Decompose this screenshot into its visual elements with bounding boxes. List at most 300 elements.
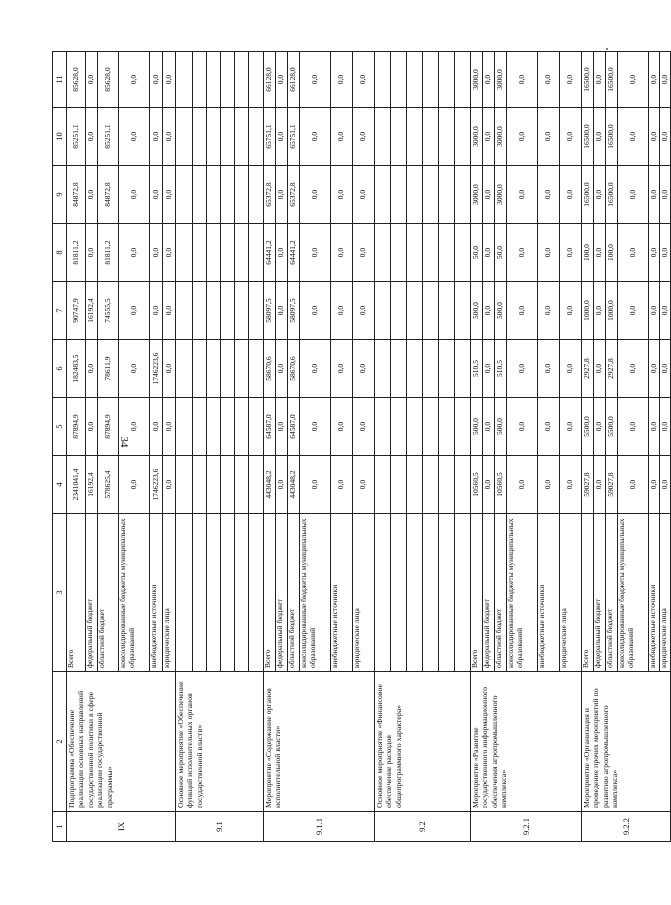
amount-cell: 16500,0 bbox=[606, 52, 618, 108]
amount-cell: 0,0 bbox=[594, 224, 606, 282]
col-number: 11 bbox=[53, 52, 67, 108]
amount-cell: 0,0 bbox=[660, 340, 671, 398]
block-code: IX bbox=[67, 812, 176, 842]
block-code: 9.1.1 bbox=[264, 812, 375, 842]
col-number: 8 bbox=[53, 224, 67, 282]
amount-cell bbox=[193, 166, 207, 224]
amount-cell: 3000,0 bbox=[495, 52, 507, 108]
amount-cell bbox=[375, 52, 391, 108]
amount-cell: 578625,4 bbox=[98, 456, 119, 514]
table-row bbox=[67, 52, 86, 842]
amount-cell: 100,0 bbox=[606, 224, 618, 282]
amount-cell: 0,0 bbox=[649, 224, 660, 282]
funding-source: юридические лица bbox=[660, 514, 671, 672]
funding-source bbox=[249, 514, 264, 672]
amount-cell: 16500,0 bbox=[582, 166, 594, 224]
amount-cell: 65372,8 bbox=[264, 166, 276, 224]
amount-cell bbox=[439, 166, 455, 224]
funding-source: федеральный бюджет bbox=[483, 514, 495, 672]
amount-cell: 0,0 bbox=[163, 340, 176, 398]
amount-cell: 0,0 bbox=[560, 108, 582, 166]
funding-source: областной бюджет bbox=[495, 514, 507, 672]
amount-cell: 66128,0 bbox=[288, 52, 300, 108]
amount-cell bbox=[439, 398, 455, 456]
amount-cell: 0,0 bbox=[507, 166, 538, 224]
amount-cell: 0,0 bbox=[276, 282, 288, 340]
funding-source: Всего bbox=[582, 514, 594, 672]
funding-source: консолидированные бюджеты муниципальных образований bbox=[618, 514, 649, 672]
amount-cell bbox=[455, 52, 471, 108]
amount-cell bbox=[235, 398, 249, 456]
amount-cell bbox=[235, 456, 249, 514]
amount-cell bbox=[176, 456, 193, 514]
amount-cell: 3000,0 bbox=[471, 52, 483, 108]
funding-source: областной бюджет bbox=[98, 514, 119, 672]
amount-cell bbox=[391, 166, 407, 224]
amount-cell: 58670,6 bbox=[288, 340, 300, 398]
amount-cell: 0,0 bbox=[560, 456, 582, 514]
amount-cell bbox=[221, 108, 235, 166]
amount-cell: 64587,0 bbox=[264, 398, 276, 456]
amount-cell bbox=[249, 224, 264, 282]
amount-cell: 0,0 bbox=[560, 224, 582, 282]
amount-cell bbox=[207, 282, 221, 340]
amount-cell: 0,0 bbox=[618, 224, 649, 282]
amount-cell: 16500,0 bbox=[582, 52, 594, 108]
amount-cell: 0,0 bbox=[300, 456, 331, 514]
amount-cell: 0,0 bbox=[353, 456, 375, 514]
amount-cell: 0,0 bbox=[660, 108, 671, 166]
amount-cell bbox=[249, 52, 264, 108]
amount-cell bbox=[176, 340, 193, 398]
amount-cell: 0,0 bbox=[618, 398, 649, 456]
amount-cell: 85628,0 bbox=[98, 52, 119, 108]
funding-source: Всего bbox=[67, 514, 86, 672]
amount-cell: 0,0 bbox=[86, 166, 98, 224]
page-number: 34 bbox=[118, 436, 130, 448]
funding-source bbox=[375, 514, 391, 672]
amount-cell bbox=[221, 340, 235, 398]
block-code: 9.2.1 bbox=[471, 812, 582, 842]
amount-cell bbox=[221, 282, 235, 340]
amount-cell: 1000,0 bbox=[582, 282, 594, 340]
amount-cell: 2927,8 bbox=[582, 340, 594, 398]
funding-source: Всего bbox=[471, 514, 483, 672]
block-name: Мероприятие «Организация и проведение прочих мероприятий по развитию агропромышленного комплекса» bbox=[582, 672, 671, 812]
amount-cell: 81811,2 bbox=[67, 224, 86, 282]
amount-cell bbox=[407, 52, 423, 108]
amount-cell: 0,0 bbox=[119, 108, 150, 166]
amount-cell: 0,0 bbox=[150, 108, 163, 166]
amount-cell: 0,0 bbox=[300, 224, 331, 282]
amount-cell bbox=[375, 456, 391, 514]
amount-cell: 0,0 bbox=[276, 340, 288, 398]
amount-cell: 0,0 bbox=[353, 282, 375, 340]
amount-cell bbox=[439, 456, 455, 514]
amount-cell bbox=[407, 456, 423, 514]
amount-cell bbox=[375, 340, 391, 398]
amount-cell: 0,0 bbox=[163, 224, 176, 282]
amount-cell: 0,0 bbox=[594, 456, 606, 514]
funding-source: внебюджетные источники bbox=[331, 514, 353, 672]
amount-cell: 0,0 bbox=[594, 108, 606, 166]
amount-cell: 0,0 bbox=[538, 340, 560, 398]
amount-cell: 0,0 bbox=[119, 456, 150, 514]
amount-cell: 16192,4 bbox=[86, 282, 98, 340]
amount-cell bbox=[249, 398, 264, 456]
amount-cell bbox=[407, 108, 423, 166]
amount-cell: 64441,2 bbox=[288, 224, 300, 282]
amount-cell: 443048,2 bbox=[264, 456, 276, 514]
amount-cell: 0,0 bbox=[538, 282, 560, 340]
col-number: 4 bbox=[53, 456, 67, 514]
amount-cell: 0,0 bbox=[300, 52, 331, 108]
amount-cell: 0,0 bbox=[618, 108, 649, 166]
table-row bbox=[176, 52, 193, 842]
amount-cell: 65751,1 bbox=[264, 108, 276, 166]
amount-cell bbox=[235, 282, 249, 340]
amount-cell: 0,0 bbox=[483, 52, 495, 108]
amount-cell bbox=[207, 52, 221, 108]
amount-cell: 0,0 bbox=[660, 52, 671, 108]
amount-cell: 0,0 bbox=[618, 340, 649, 398]
amount-cell: 0,0 bbox=[483, 340, 495, 398]
amount-cell bbox=[176, 282, 193, 340]
amount-cell: 50,0 bbox=[495, 224, 507, 282]
funding-source: областной бюджет bbox=[288, 514, 300, 672]
amount-cell bbox=[249, 340, 264, 398]
funding-source bbox=[391, 514, 407, 672]
amount-cell: 65372,8 bbox=[288, 166, 300, 224]
budget-table bbox=[52, 51, 671, 842]
amount-cell: 0,0 bbox=[649, 398, 660, 456]
amount-cell: 0,0 bbox=[594, 282, 606, 340]
amount-cell: 0,0 bbox=[660, 166, 671, 224]
block-name: Подпрограмма «Обеспечение реализации основных направлений государственной политики в сфере реализации государственной программы» bbox=[67, 672, 176, 812]
amount-cell: 0,0 bbox=[163, 456, 176, 514]
scan-speck bbox=[606, 48, 608, 50]
funding-source: юридические лица bbox=[163, 514, 176, 672]
amount-cell: 64441,2 bbox=[264, 224, 276, 282]
amount-cell: 0,0 bbox=[276, 166, 288, 224]
amount-cell: 0,0 bbox=[86, 224, 98, 282]
amount-cell bbox=[439, 340, 455, 398]
amount-cell: 90747,9 bbox=[67, 282, 86, 340]
funding-source bbox=[193, 514, 207, 672]
amount-cell: 0,0 bbox=[507, 224, 538, 282]
amount-cell: 0,0 bbox=[538, 398, 560, 456]
amount-cell bbox=[455, 456, 471, 514]
amount-cell: 3000,0 bbox=[495, 108, 507, 166]
amount-cell: 500,0 bbox=[495, 282, 507, 340]
amount-cell bbox=[455, 282, 471, 340]
amount-cell: 84872,8 bbox=[67, 166, 86, 224]
budget-table-rotated bbox=[52, 52, 669, 842]
amount-cell: 100,0 bbox=[582, 224, 594, 282]
amount-cell: 10560,5 bbox=[495, 456, 507, 514]
amount-cell: 0,0 bbox=[163, 52, 176, 108]
amount-cell bbox=[375, 282, 391, 340]
amount-cell bbox=[391, 108, 407, 166]
amount-cell bbox=[249, 282, 264, 340]
amount-cell bbox=[235, 52, 249, 108]
block-code: 9.1 bbox=[176, 812, 264, 842]
amount-cell: 74555,5 bbox=[98, 282, 119, 340]
amount-cell bbox=[407, 398, 423, 456]
amount-cell: 16500,0 bbox=[606, 108, 618, 166]
funding-source bbox=[407, 514, 423, 672]
amount-cell: 0,0 bbox=[507, 456, 538, 514]
amount-cell: 64587,0 bbox=[288, 398, 300, 456]
amount-cell bbox=[455, 166, 471, 224]
block-name: Мероприятие «Содержание органов исполнительной власти» bbox=[264, 672, 375, 812]
amount-cell: 0,0 bbox=[163, 398, 176, 456]
amount-cell bbox=[221, 456, 235, 514]
col-number: 9 bbox=[53, 166, 67, 224]
funding-source: внебюджетные источники bbox=[538, 514, 560, 672]
amount-cell bbox=[391, 340, 407, 398]
amount-cell: 0,0 bbox=[507, 108, 538, 166]
amount-cell bbox=[375, 224, 391, 282]
amount-cell: 0,0 bbox=[300, 282, 331, 340]
amount-cell bbox=[407, 282, 423, 340]
amount-cell: 0,0 bbox=[300, 166, 331, 224]
amount-cell: 0,0 bbox=[119, 282, 150, 340]
amount-cell: 0,0 bbox=[660, 398, 671, 456]
amount-cell: 0,0 bbox=[331, 108, 353, 166]
amount-cell: 0,0 bbox=[119, 224, 150, 282]
amount-cell bbox=[375, 166, 391, 224]
funding-source bbox=[439, 514, 455, 672]
amount-cell: 0,0 bbox=[353, 340, 375, 398]
block-code: 9.2.2 bbox=[582, 812, 671, 842]
amount-cell: 85628,0 bbox=[67, 52, 86, 108]
amount-cell: 0,0 bbox=[594, 52, 606, 108]
amount-cell bbox=[249, 108, 264, 166]
amount-cell: 0,0 bbox=[538, 224, 560, 282]
amount-cell: 0,0 bbox=[538, 456, 560, 514]
amount-cell bbox=[193, 52, 207, 108]
amount-cell bbox=[221, 52, 235, 108]
amount-cell bbox=[407, 166, 423, 224]
amount-cell bbox=[221, 224, 235, 282]
amount-cell bbox=[207, 166, 221, 224]
amount-cell bbox=[235, 224, 249, 282]
funding-source: внебюджетные источники bbox=[649, 514, 660, 672]
amount-cell: 0,0 bbox=[507, 282, 538, 340]
amount-cell: 500,0 bbox=[471, 398, 483, 456]
amount-cell bbox=[193, 398, 207, 456]
amount-cell bbox=[423, 398, 439, 456]
block-name: Мероприятие «Развитие государственного информационного обеспечения агропромышленного комплекса» bbox=[471, 672, 582, 812]
funding-source bbox=[235, 514, 249, 672]
amount-cell bbox=[249, 166, 264, 224]
amount-cell: 0,0 bbox=[649, 456, 660, 514]
amount-cell bbox=[455, 224, 471, 282]
table-row bbox=[375, 52, 391, 842]
amount-cell bbox=[423, 456, 439, 514]
amount-cell: 0,0 bbox=[163, 166, 176, 224]
amount-cell: 0,0 bbox=[150, 398, 163, 456]
amount-cell bbox=[439, 52, 455, 108]
amount-cell: 2341041,4 bbox=[67, 456, 86, 514]
amount-cell: 78611,9 bbox=[98, 340, 119, 398]
amount-cell bbox=[423, 282, 439, 340]
amount-cell: 0,0 bbox=[538, 52, 560, 108]
amount-cell bbox=[207, 224, 221, 282]
amount-cell: 0,0 bbox=[353, 398, 375, 456]
table-row bbox=[264, 52, 276, 842]
amount-cell: 0,0 bbox=[483, 456, 495, 514]
table-row bbox=[471, 52, 483, 842]
amount-cell: 0,0 bbox=[276, 52, 288, 108]
amount-cell: 50,0 bbox=[471, 224, 483, 282]
amount-cell bbox=[176, 166, 193, 224]
table-row bbox=[582, 52, 594, 842]
amount-cell bbox=[193, 340, 207, 398]
amount-cell bbox=[193, 108, 207, 166]
amount-cell: 58097,5 bbox=[264, 282, 276, 340]
amount-cell bbox=[176, 224, 193, 282]
amount-cell: 0,0 bbox=[594, 398, 606, 456]
amount-cell bbox=[407, 224, 423, 282]
amount-cell: 0,0 bbox=[483, 166, 495, 224]
amount-cell: 59027,8 bbox=[606, 456, 618, 514]
funding-source bbox=[221, 514, 235, 672]
amount-cell: 0,0 bbox=[618, 282, 649, 340]
funding-source bbox=[176, 514, 193, 672]
amount-cell: 85251,1 bbox=[67, 108, 86, 166]
amount-cell: 0,0 bbox=[150, 282, 163, 340]
block-name: Основное мероприятие «Финансовое обеспечение расходов общепрограммного характера» bbox=[375, 672, 471, 812]
amount-cell bbox=[193, 456, 207, 514]
amount-cell: 0,0 bbox=[119, 166, 150, 224]
amount-cell: 0,0 bbox=[276, 224, 288, 282]
amount-cell: 0,0 bbox=[331, 224, 353, 282]
amount-cell bbox=[207, 398, 221, 456]
amount-cell: 0,0 bbox=[649, 108, 660, 166]
amount-cell: 0,0 bbox=[331, 52, 353, 108]
amount-cell: 66128,0 bbox=[264, 52, 276, 108]
amount-cell bbox=[391, 282, 407, 340]
block-code: 9.2 bbox=[375, 812, 471, 842]
amount-cell: 0,0 bbox=[618, 456, 649, 514]
amount-cell bbox=[207, 108, 221, 166]
amount-cell: 84872,8 bbox=[98, 166, 119, 224]
amount-cell bbox=[423, 52, 439, 108]
amount-cell: 0,0 bbox=[119, 398, 150, 456]
amount-cell: 10560,5 bbox=[471, 456, 483, 514]
amount-cell: 0,0 bbox=[331, 282, 353, 340]
amount-cell: 58670,6 bbox=[264, 340, 276, 398]
amount-cell: 0,0 bbox=[163, 108, 176, 166]
amount-cell: 2927,8 bbox=[606, 340, 618, 398]
funding-source: юридические лица bbox=[353, 514, 375, 672]
amount-cell bbox=[235, 166, 249, 224]
amount-cell bbox=[455, 340, 471, 398]
amount-cell: 87894,9 bbox=[67, 398, 86, 456]
amount-cell bbox=[176, 398, 193, 456]
amount-cell bbox=[249, 456, 264, 514]
amount-cell: 0,0 bbox=[560, 282, 582, 340]
funding-source: консолидированные бюджеты муниципальных образований bbox=[300, 514, 331, 672]
funding-source: федеральный бюджет bbox=[86, 514, 98, 672]
amount-cell: 87894,9 bbox=[98, 398, 119, 456]
amount-cell bbox=[176, 108, 193, 166]
amount-cell: 0,0 bbox=[150, 166, 163, 224]
amount-cell: 0,0 bbox=[538, 108, 560, 166]
funding-source bbox=[423, 514, 439, 672]
amount-cell: 0,0 bbox=[594, 340, 606, 398]
amount-cell: 1746223,6 bbox=[150, 456, 163, 514]
amount-cell: 0,0 bbox=[86, 52, 98, 108]
amount-cell: 0,0 bbox=[649, 282, 660, 340]
col-number: 7 bbox=[53, 282, 67, 340]
amount-cell: 0,0 bbox=[353, 52, 375, 108]
amount-cell: 0,0 bbox=[560, 52, 582, 108]
funding-source: федеральный бюджет bbox=[594, 514, 606, 672]
amount-cell: 0,0 bbox=[163, 282, 176, 340]
amount-cell: 0,0 bbox=[276, 456, 288, 514]
amount-cell: 0,0 bbox=[660, 456, 671, 514]
amount-cell: 0,0 bbox=[483, 108, 495, 166]
amount-cell: 0,0 bbox=[483, 224, 495, 282]
table-body bbox=[53, 52, 671, 842]
amount-cell: 510,5 bbox=[471, 340, 483, 398]
col-number: 1 bbox=[53, 812, 67, 842]
amount-cell: 182483,5 bbox=[67, 340, 86, 398]
amount-cell: 0,0 bbox=[353, 166, 375, 224]
amount-cell: 16500,0 bbox=[606, 166, 618, 224]
amount-cell: 0,0 bbox=[86, 340, 98, 398]
amount-cell: 0,0 bbox=[594, 166, 606, 224]
amount-cell: 5500,0 bbox=[582, 398, 594, 456]
amount-cell: 0,0 bbox=[507, 340, 538, 398]
amount-cell bbox=[407, 340, 423, 398]
funding-source bbox=[455, 514, 471, 672]
amount-cell: 0,0 bbox=[560, 340, 582, 398]
amount-cell bbox=[176, 52, 193, 108]
amount-cell bbox=[207, 456, 221, 514]
amount-cell: 0,0 bbox=[649, 52, 660, 108]
amount-cell bbox=[193, 282, 207, 340]
amount-cell bbox=[423, 224, 439, 282]
amount-cell: 0,0 bbox=[86, 398, 98, 456]
col-number: 6 bbox=[53, 340, 67, 398]
amount-cell bbox=[391, 52, 407, 108]
amount-cell bbox=[423, 166, 439, 224]
amount-cell: 510,5 bbox=[495, 340, 507, 398]
amount-cell: 85251,1 bbox=[98, 108, 119, 166]
col-number: 2 bbox=[53, 672, 67, 812]
amount-cell bbox=[391, 224, 407, 282]
amount-cell: 0,0 bbox=[660, 282, 671, 340]
amount-cell bbox=[235, 340, 249, 398]
amount-cell: 500,0 bbox=[495, 398, 507, 456]
amount-cell bbox=[391, 456, 407, 514]
amount-cell bbox=[375, 108, 391, 166]
amount-cell: 16192,4 bbox=[86, 456, 98, 514]
amount-cell: 1746223,6 bbox=[150, 340, 163, 398]
column-number-row bbox=[53, 52, 67, 842]
col-number: 10 bbox=[53, 108, 67, 166]
amount-cell: 0,0 bbox=[331, 456, 353, 514]
amount-cell: 81811,2 bbox=[98, 224, 119, 282]
amount-cell: 0,0 bbox=[649, 166, 660, 224]
amount-cell bbox=[439, 108, 455, 166]
amount-cell: 0,0 bbox=[119, 52, 150, 108]
amount-cell: 443048,2 bbox=[288, 456, 300, 514]
